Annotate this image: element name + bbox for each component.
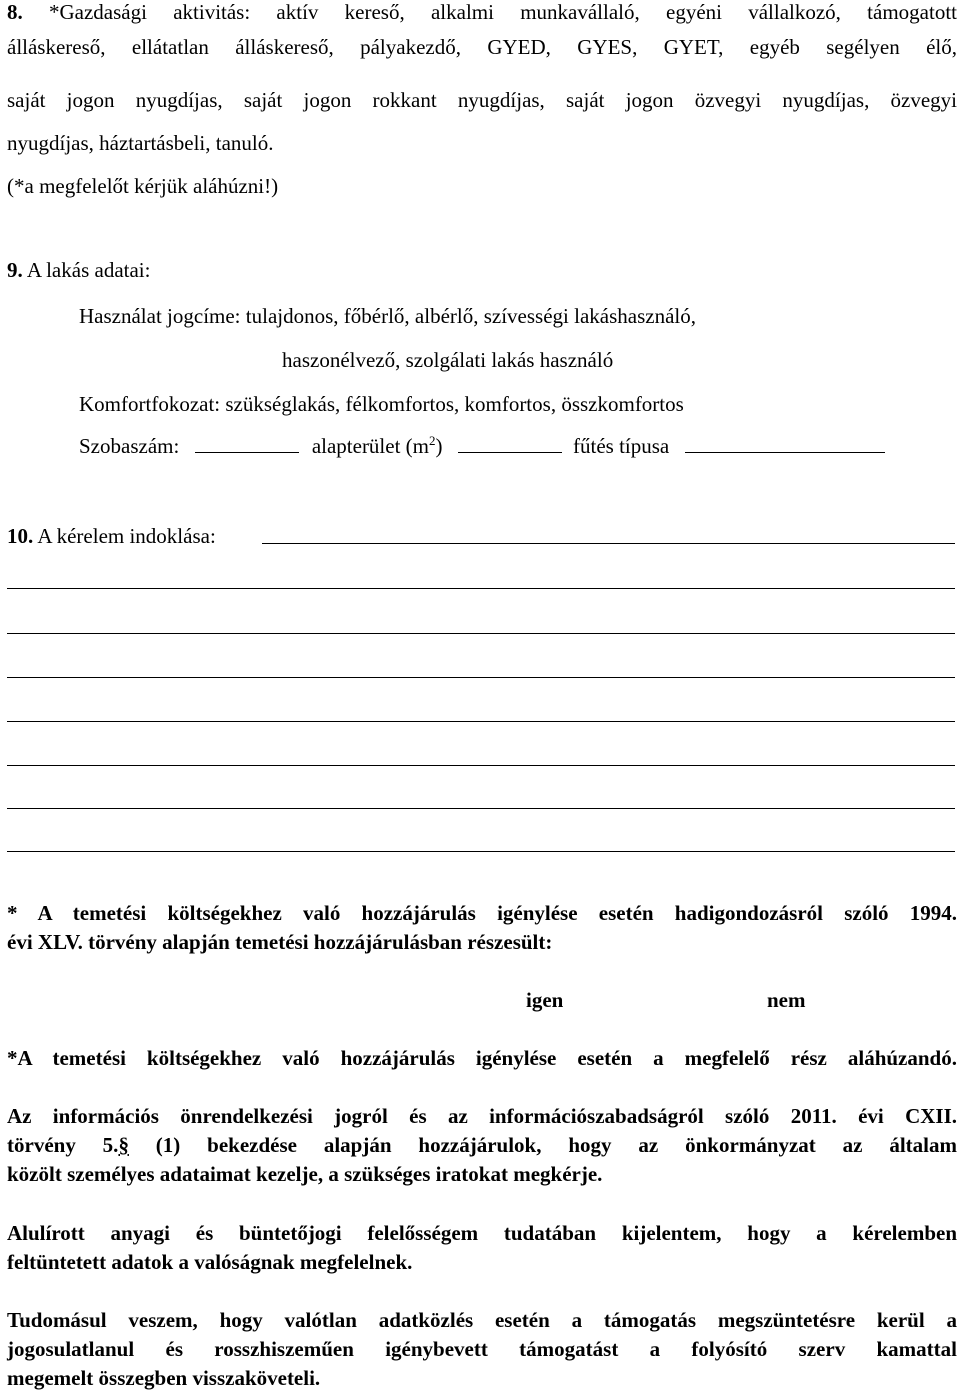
igen-option[interactable]: igen <box>526 988 564 1012</box>
info-text-2b: (1) bekezdése alapján hozzájárulok, hogy az önkormányzat az általam <box>128 1133 957 1157</box>
temetesi-line-2: évi XLV. törvény alapján temetési hozzájárulásban részesült: <box>7 930 553 954</box>
indoklas-line-3[interactable] <box>7 677 955 678</box>
s9-heading <box>7 256 150 284</box>
indoklas-line-0[interactable] <box>262 543 955 544</box>
tudomasul-line-3: megemelt összegben visszaköveteli. <box>7 1366 321 1390</box>
alapterulet-label <box>312 434 443 458</box>
indoklas-line-7[interactable] <box>7 851 955 852</box>
s8-line-2: álláskereső, ellátatlan álláskereső, pályakezdő, GYED, GYES, GYET, egyéb segélyen élő, <box>7 35 957 59</box>
info-line-2 <box>7 1131 957 1159</box>
s10-title: A kérelem indoklása: <box>37 524 216 548</box>
indoklas-line-6[interactable] <box>7 808 955 809</box>
info-line-1: Az információs önrendelkezési jogról és az információszabadságról szóló 2011. évi CXII. <box>7 1104 957 1128</box>
szobaszam-label: Szobaszám: <box>79 434 180 458</box>
temetesi-note: *A temetési költségekhez való hozzájárulás igénylése esetén a megfelelő rész aláhúzandó. <box>7 1046 957 1070</box>
s9-number: 9. <box>7 258 23 282</box>
indoklas-line-5[interactable] <box>7 765 955 766</box>
s10-heading <box>7 522 216 550</box>
s10-number: 10. <box>7 524 34 548</box>
tudomasul-line-2: jogosulatlanul és rosszhiszeműen igénybevett támogatást a folyósító szerv kamattal <box>7 1337 957 1361</box>
s9-komfort: Komfortfokozat: szükséglakás, félkomfortos, komfortos, összkomfortos <box>79 392 684 416</box>
s8-number: 8. <box>7 0 23 24</box>
s9-jogcim-line-2: haszonélvező, szolgálati lakás használó <box>282 348 614 372</box>
s9-fields-row <box>79 432 885 460</box>
s8-line-3: saját jogon nyugdíjas, saját jogon rokkant nyugdíjas, saját jogon özvegyi nyugdíjas, özvegyi <box>7 88 957 112</box>
indoklas-line-4[interactable] <box>7 721 955 722</box>
alulirott-line-2: feltüntetett adatok a valóságnak megfelelnek. <box>7 1250 413 1274</box>
indoklas-line-2[interactable] <box>7 633 955 634</box>
paragraph-sign: § <box>118 1133 129 1157</box>
s8-note: (*a megfelelőt kérjük aláhúzni!) <box>7 174 279 198</box>
s8-text-1: *Gazdasági aktivitás: aktív kereső, alkalmi munkavállaló, egyéni vállalkozó, támogatott <box>49 0 957 24</box>
alapterulet-text: alapterület (m <box>311 434 430 458</box>
tudomasul-line-1: Tudomásul veszem, hogy valótlan adatközlés esetén a támogatás megszüntetésre kerül a <box>7 1308 957 1332</box>
indoklas-line-1[interactable] <box>7 588 955 589</box>
alapterulet-sup: 2 <box>429 433 436 448</box>
alulirott-line-1: Alulírott anyagi és büntetőjogi felelősségem tudatában kijelentem, hogy a kérelemben <box>7 1221 957 1245</box>
s8-line-4: nyugdíjas, háztartásbeli, tanuló. <box>7 131 274 155</box>
info-text-2a: törvény 5. <box>7 1133 119 1157</box>
s9-title: A lakás adatai: <box>26 258 151 282</box>
szobaszam-field[interactable] <box>195 434 299 453</box>
alapterulet-close: ) <box>435 434 443 458</box>
temetesi-line-1: * A temetési költségekhez való hozzájárulás igénylése esetén hadigondozásról szóló 1994. <box>7 901 957 925</box>
alapterulet-field[interactable] <box>458 434 562 453</box>
s8-line-1 <box>7 0 957 26</box>
futes-field[interactable] <box>685 434 885 453</box>
futes-label: fűtés típusa <box>573 434 670 458</box>
nem-option[interactable]: nem <box>767 988 806 1012</box>
s9-jogcim-line-1: Használat jogcíme: tulajdonos, főbérlő, albérlő, szívességi lakáshasználó, <box>79 304 696 328</box>
info-line-3: közölt személyes adataimat kezelje, a szükséges iratokat megkérje. <box>7 1162 603 1186</box>
